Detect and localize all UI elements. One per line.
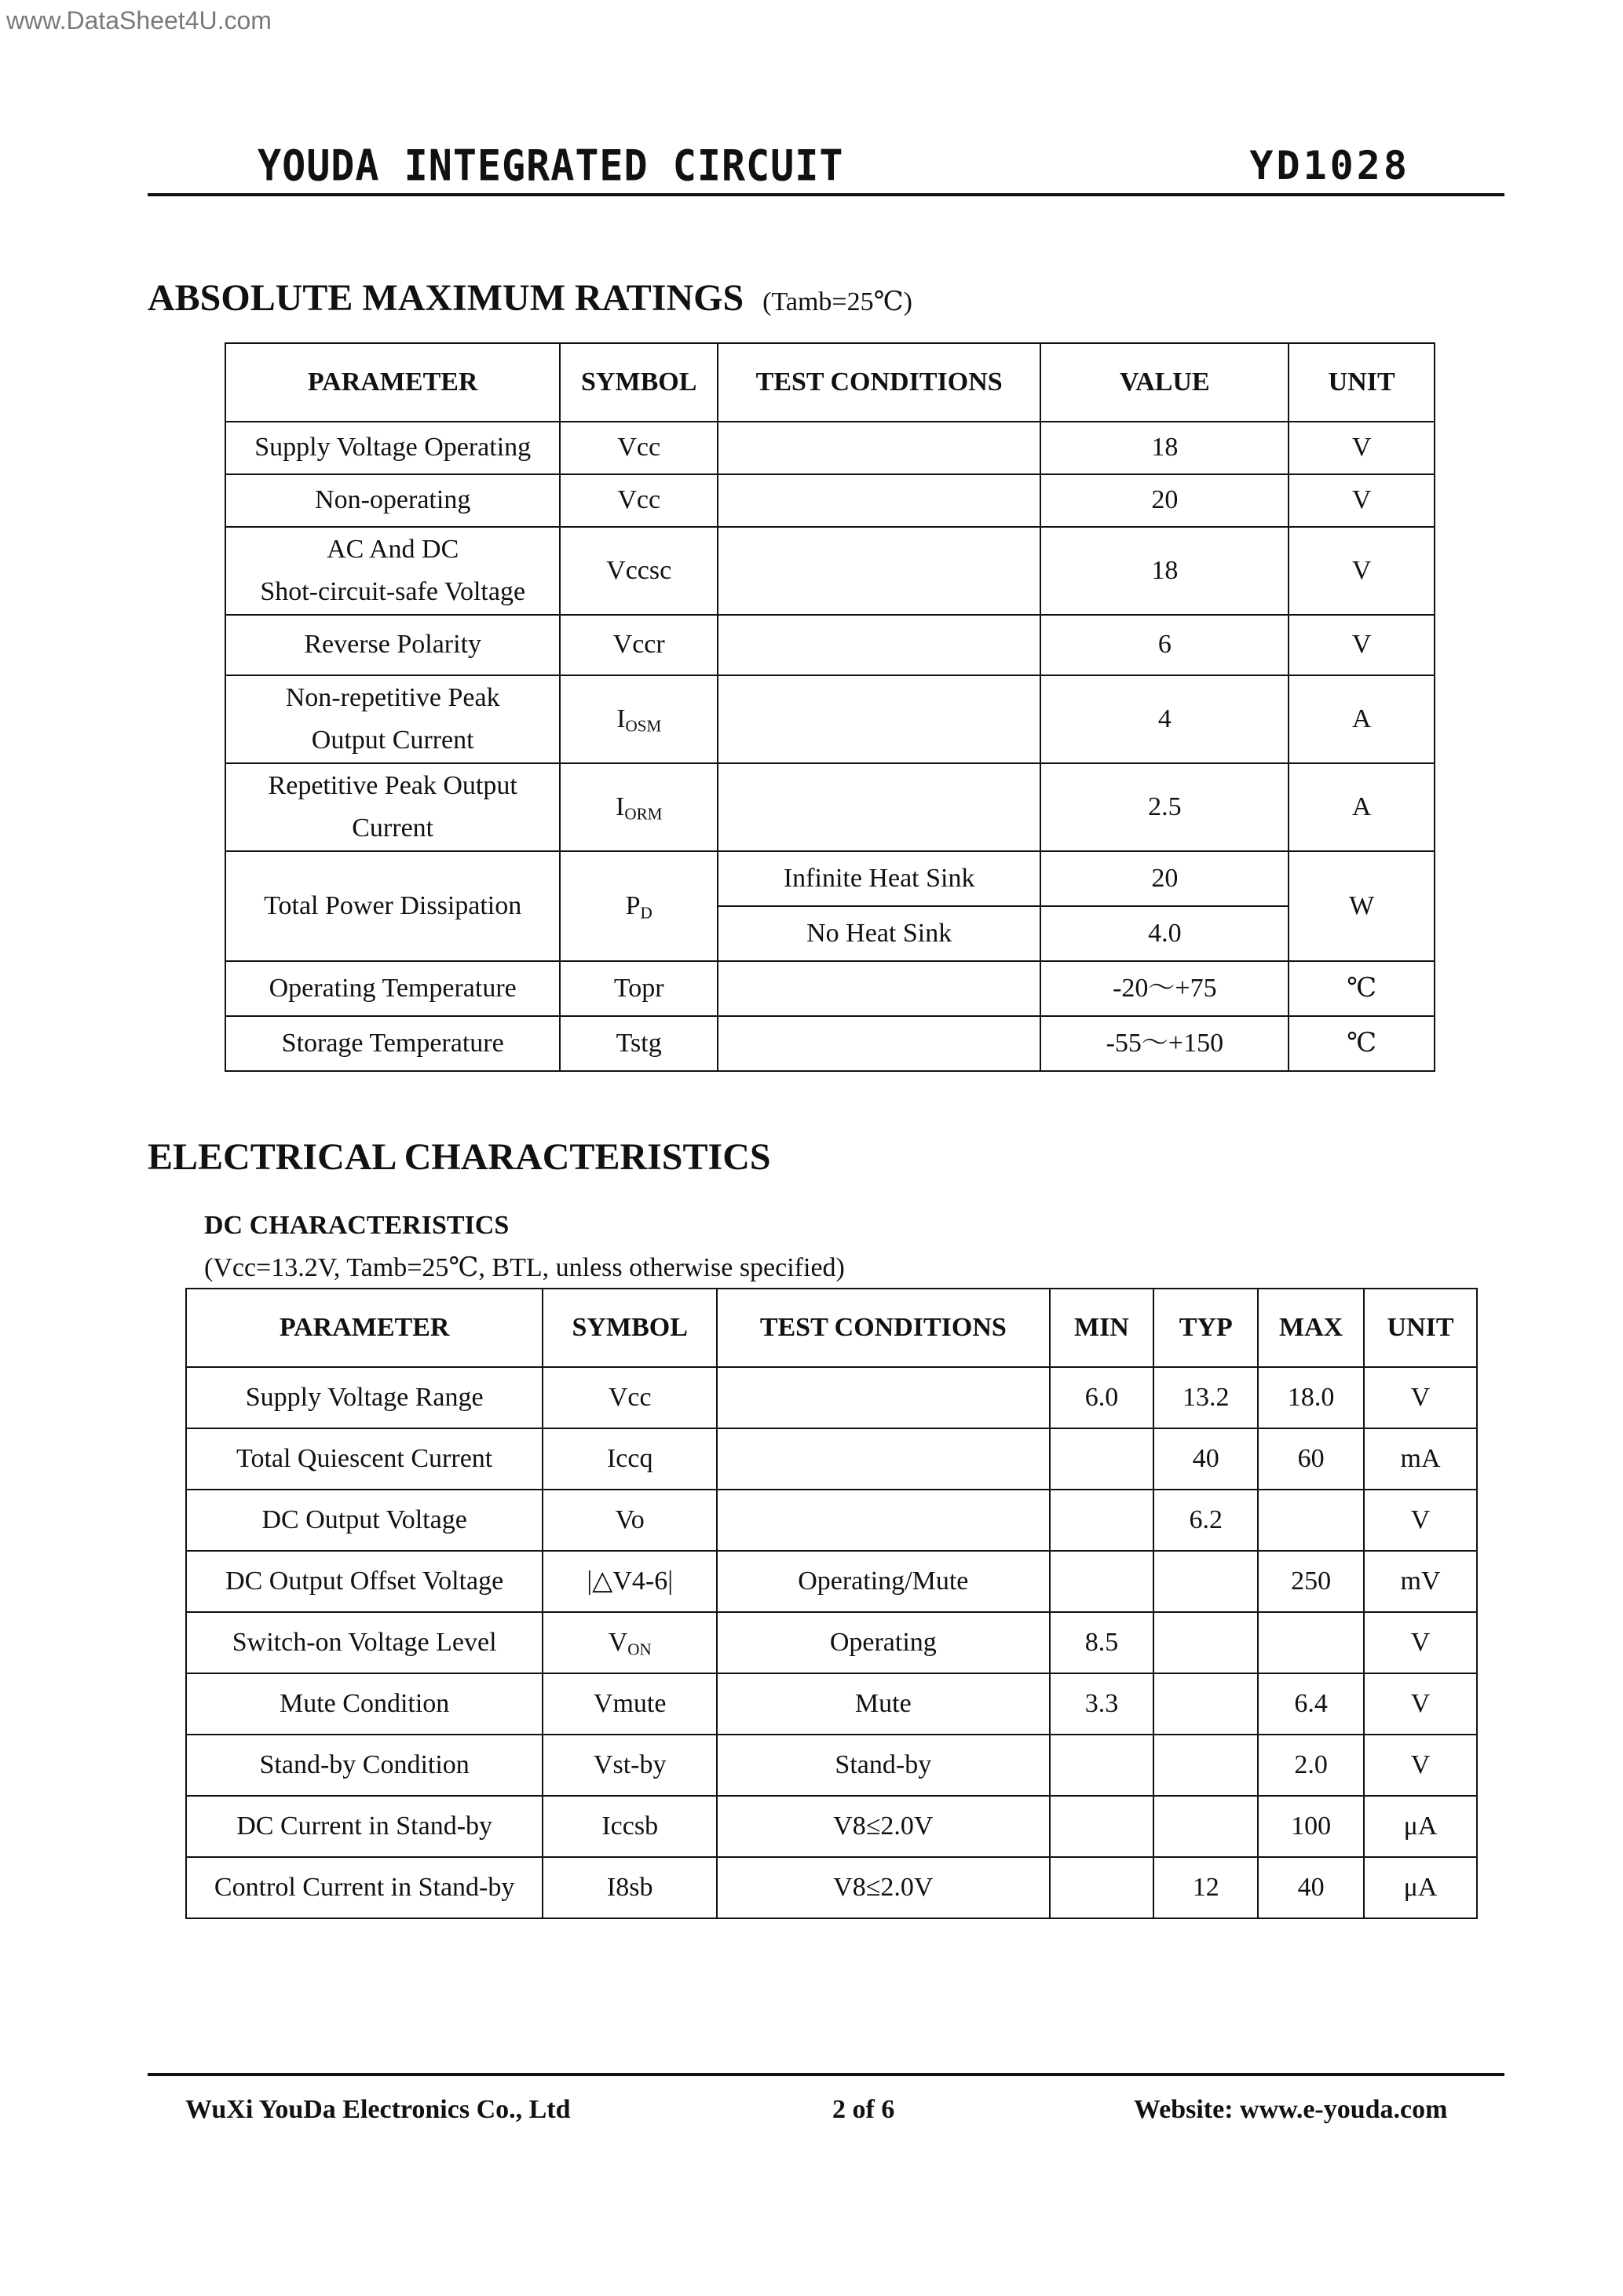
electrical-title: ELECTRICAL CHARACTERISTICS — [148, 1136, 771, 1178]
cell-conditions — [718, 527, 1040, 615]
col-header: UNIT — [1364, 1289, 1477, 1367]
table-row — [225, 615, 1435, 675]
cell-unit: V — [1289, 615, 1435, 675]
cell-min: 8.5 — [1050, 1612, 1154, 1673]
abs-max-title: ABSOLUTE MAXIMUM RATINGS (Tamb=25℃) — [148, 277, 912, 319]
cell-conditions — [718, 615, 1040, 675]
dc-conditions-note: (Vcc=13.2V, Tamb=25℃, BTL, unless otherwise specified) — [204, 1253, 845, 1282]
col-header: UNIT — [1289, 343, 1435, 422]
table-row — [225, 675, 1435, 763]
cell-parameter: DC Output Voltage — [186, 1490, 543, 1551]
cell-unit: V — [1289, 422, 1435, 474]
cell-parameter: Operating Temperature — [225, 961, 560, 1016]
cell-min — [1050, 1857, 1154, 1918]
cell-parameter — [225, 527, 560, 615]
table-header-row — [225, 343, 1435, 422]
cell-typ — [1153, 1673, 1258, 1735]
cell-typ: 12 — [1153, 1857, 1258, 1918]
param-line-1: AC And DC — [327, 534, 459, 564]
footer-company: WuXi YouDa Electronics Co., Ltd — [185, 2095, 571, 2124]
cell-max: 6.4 — [1258, 1673, 1364, 1735]
cell-parameter: Total Quiescent Current — [186, 1428, 543, 1490]
cell-max: 250 — [1258, 1551, 1364, 1612]
table-row — [225, 1016, 1435, 1071]
cell-min — [1050, 1490, 1154, 1551]
cell-conditions: Infinite Heat Sink — [718, 851, 1040, 906]
cell-value: 20 — [1040, 474, 1289, 527]
cell-parameter — [225, 763, 560, 851]
cell-symbol: Vcc — [543, 1367, 717, 1428]
cell-conditions — [718, 675, 1040, 763]
cell-parameter: Storage Temperature — [225, 1016, 560, 1071]
dc-characteristics-table — [185, 1288, 1478, 1919]
col-header: PARAMETER — [225, 343, 560, 422]
cell-symbol: $I_{OSM}$ — [560, 675, 718, 763]
cell-max: 100 — [1258, 1796, 1364, 1857]
table-row — [225, 527, 1435, 615]
cell-unit: V — [1364, 1735, 1477, 1796]
cell-parameter: Supply Voltage Operating — [225, 422, 560, 474]
cell-unit: V — [1364, 1673, 1477, 1735]
cell-parameter: DC Current in Stand-by — [186, 1796, 543, 1857]
cell-typ: 40 — [1153, 1428, 1258, 1490]
cell-symbol: Iccsb — [543, 1796, 717, 1857]
table-header-row — [186, 1289, 1477, 1367]
cell-value: -55～+150 — [1040, 1016, 1289, 1071]
cell-min — [1050, 1551, 1154, 1612]
table-row — [186, 1551, 1477, 1612]
col-header: PARAMETER — [186, 1289, 543, 1367]
cell-unit: μA — [1364, 1857, 1477, 1918]
cell-max: 2.0 — [1258, 1735, 1364, 1796]
cell-value: 20 — [1040, 851, 1289, 906]
cell-conditions — [718, 474, 1040, 527]
cell-typ: 13.2 — [1153, 1367, 1258, 1428]
table-row — [225, 474, 1435, 527]
col-header: VALUE — [1040, 343, 1289, 422]
cell-typ — [1153, 1796, 1258, 1857]
cell-value: 18 — [1040, 422, 1289, 474]
cell-conditions — [717, 1367, 1049, 1428]
cell-unit: μA — [1364, 1796, 1477, 1857]
cell-conditions — [718, 1016, 1040, 1071]
cell-symbol: Vccsc — [560, 527, 718, 615]
col-header: TEST CONDITIONS — [718, 343, 1040, 422]
cell-symbol: Vo — [543, 1490, 717, 1551]
param-line-2: Output Current — [311, 726, 474, 755]
cell-typ — [1153, 1735, 1258, 1796]
cell-conditions — [718, 422, 1040, 474]
cell-conditions: Operating/Mute — [717, 1551, 1049, 1612]
table-row — [186, 1367, 1477, 1428]
cell-unit: V — [1364, 1612, 1477, 1673]
cell-symbol: Vst-by — [543, 1735, 717, 1796]
cell-unit: ℃ — [1289, 961, 1435, 1016]
cell-parameter: Reverse Polarity — [225, 615, 560, 675]
table-row — [225, 763, 1435, 851]
cell-value: 4.0 — [1040, 906, 1289, 961]
cell-min — [1050, 1428, 1154, 1490]
cell-conditions — [718, 961, 1040, 1016]
cell-symbol: Tstg — [560, 1016, 718, 1071]
cell-max — [1258, 1612, 1364, 1673]
abs-max-table — [225, 342, 1435, 1072]
table-row — [186, 1857, 1477, 1918]
table-row — [225, 422, 1435, 474]
cell-typ — [1153, 1551, 1258, 1612]
cell-parameter: Total Power Dissipation — [225, 851, 560, 961]
cell-unit: V — [1289, 474, 1435, 527]
cell-unit: ℃ — [1289, 1016, 1435, 1071]
cell-unit: V — [1364, 1490, 1477, 1551]
footer-page-number: 2 of 6 — [832, 2095, 895, 2124]
header-company: YOUDA INTEGRATED CIRCUIT — [258, 141, 844, 191]
table-row — [186, 1428, 1477, 1490]
cell-value: 6 — [1040, 615, 1289, 675]
header-part-number: YD1028 — [1249, 143, 1410, 188]
cell-conditions: V8≤2.0V — [717, 1857, 1049, 1918]
cell-unit: A — [1289, 675, 1435, 763]
col-header: MAX — [1258, 1289, 1364, 1367]
cell-parameter: Control Current in Stand-by — [186, 1857, 543, 1918]
cell-conditions: Mute — [717, 1673, 1049, 1735]
cell-parameter: Mute Condition — [186, 1673, 543, 1735]
cell-symbol: Topr — [560, 961, 718, 1016]
cell-unit: W — [1289, 851, 1435, 961]
cell-typ — [1153, 1612, 1258, 1673]
abs-max-note: (Tamb=25℃) — [762, 287, 912, 316]
footer-divider — [148, 2073, 1504, 2076]
col-header: SYMBOL — [543, 1289, 717, 1367]
cell-min — [1050, 1735, 1154, 1796]
cell-unit: V — [1364, 1367, 1477, 1428]
cell-unit: V — [1289, 527, 1435, 615]
param-line-1: Repetitive Peak Output — [268, 770, 517, 800]
cell-symbol: |△V4-6| — [543, 1551, 717, 1612]
cell-parameter: DC Output Offset Voltage — [186, 1551, 543, 1612]
col-header: TYP — [1153, 1289, 1258, 1367]
cell-symbol: $P_D$ — [560, 851, 718, 961]
cell-min: 3.3 — [1050, 1673, 1154, 1735]
cell-parameter: Supply Voltage Range — [186, 1367, 543, 1428]
cell-symbol: $V_{ON}$ — [543, 1612, 717, 1673]
cell-symbol: Iccq — [543, 1428, 717, 1490]
cell-conditions — [717, 1428, 1049, 1490]
cell-min: 6.0 — [1050, 1367, 1154, 1428]
param-line-1: Non-repetitive Peak — [285, 682, 500, 712]
cell-max: 60 — [1258, 1428, 1364, 1490]
cell-conditions: Operating — [717, 1612, 1049, 1673]
cell-parameter: Non-operating — [225, 474, 560, 527]
cell-symbol: Vccr — [560, 615, 718, 675]
cell-symbol: Vcc — [560, 422, 718, 474]
cell-conditions — [717, 1490, 1049, 1551]
cell-parameter: Switch-on Voltage Level — [186, 1612, 543, 1673]
dc-characteristics-title: DC CHARACTERISTICS — [204, 1211, 510, 1240]
cell-max: 40 — [1258, 1857, 1364, 1918]
cell-conditions: Stand-by — [717, 1735, 1049, 1796]
cell-unit: mV — [1364, 1551, 1477, 1612]
cell-conditions: V8≤2.0V — [717, 1796, 1049, 1857]
cell-symbol: I8sb — [543, 1857, 717, 1918]
page-header — [148, 141, 1504, 196]
table-row — [225, 961, 1435, 1016]
footer-website: Website: www.e-youda.com — [1134, 2095, 1448, 2124]
cell-symbol: Vmute — [543, 1673, 717, 1735]
table-row — [186, 1796, 1477, 1857]
table-row — [225, 851, 1435, 906]
cell-typ: 6.2 — [1153, 1490, 1258, 1551]
cell-max: 18.0 — [1258, 1367, 1364, 1428]
cell-min — [1050, 1796, 1154, 1857]
cell-value: -20～+75 — [1040, 961, 1289, 1016]
param-line-2: Current — [352, 813, 434, 843]
watermark-text: www.DataSheet4U.com — [6, 6, 272, 35]
cell-value: 4 — [1040, 675, 1289, 763]
cell-max — [1258, 1490, 1364, 1551]
col-header: SYMBOL — [560, 343, 718, 422]
table-row — [186, 1612, 1477, 1673]
param-line-2: Shot-circuit-safe Voltage — [260, 577, 526, 606]
col-header: TEST CONDITIONS — [717, 1289, 1049, 1367]
cell-parameter — [225, 675, 560, 763]
cell-value: 2.5 — [1040, 763, 1289, 851]
cell-parameter: Stand-by Condition — [186, 1735, 543, 1796]
cell-conditions — [718, 763, 1040, 851]
table-row — [186, 1490, 1477, 1551]
col-header: MIN — [1050, 1289, 1154, 1367]
cell-symbol: $I_{ORM}$ — [560, 763, 718, 851]
cell-unit: mA — [1364, 1428, 1477, 1490]
table-row — [186, 1735, 1477, 1796]
cell-conditions: No Heat Sink — [718, 906, 1040, 961]
table-row — [186, 1673, 1477, 1735]
cell-symbol: Vcc — [560, 474, 718, 527]
cell-value: 18 — [1040, 527, 1289, 615]
cell-unit: A — [1289, 763, 1435, 851]
